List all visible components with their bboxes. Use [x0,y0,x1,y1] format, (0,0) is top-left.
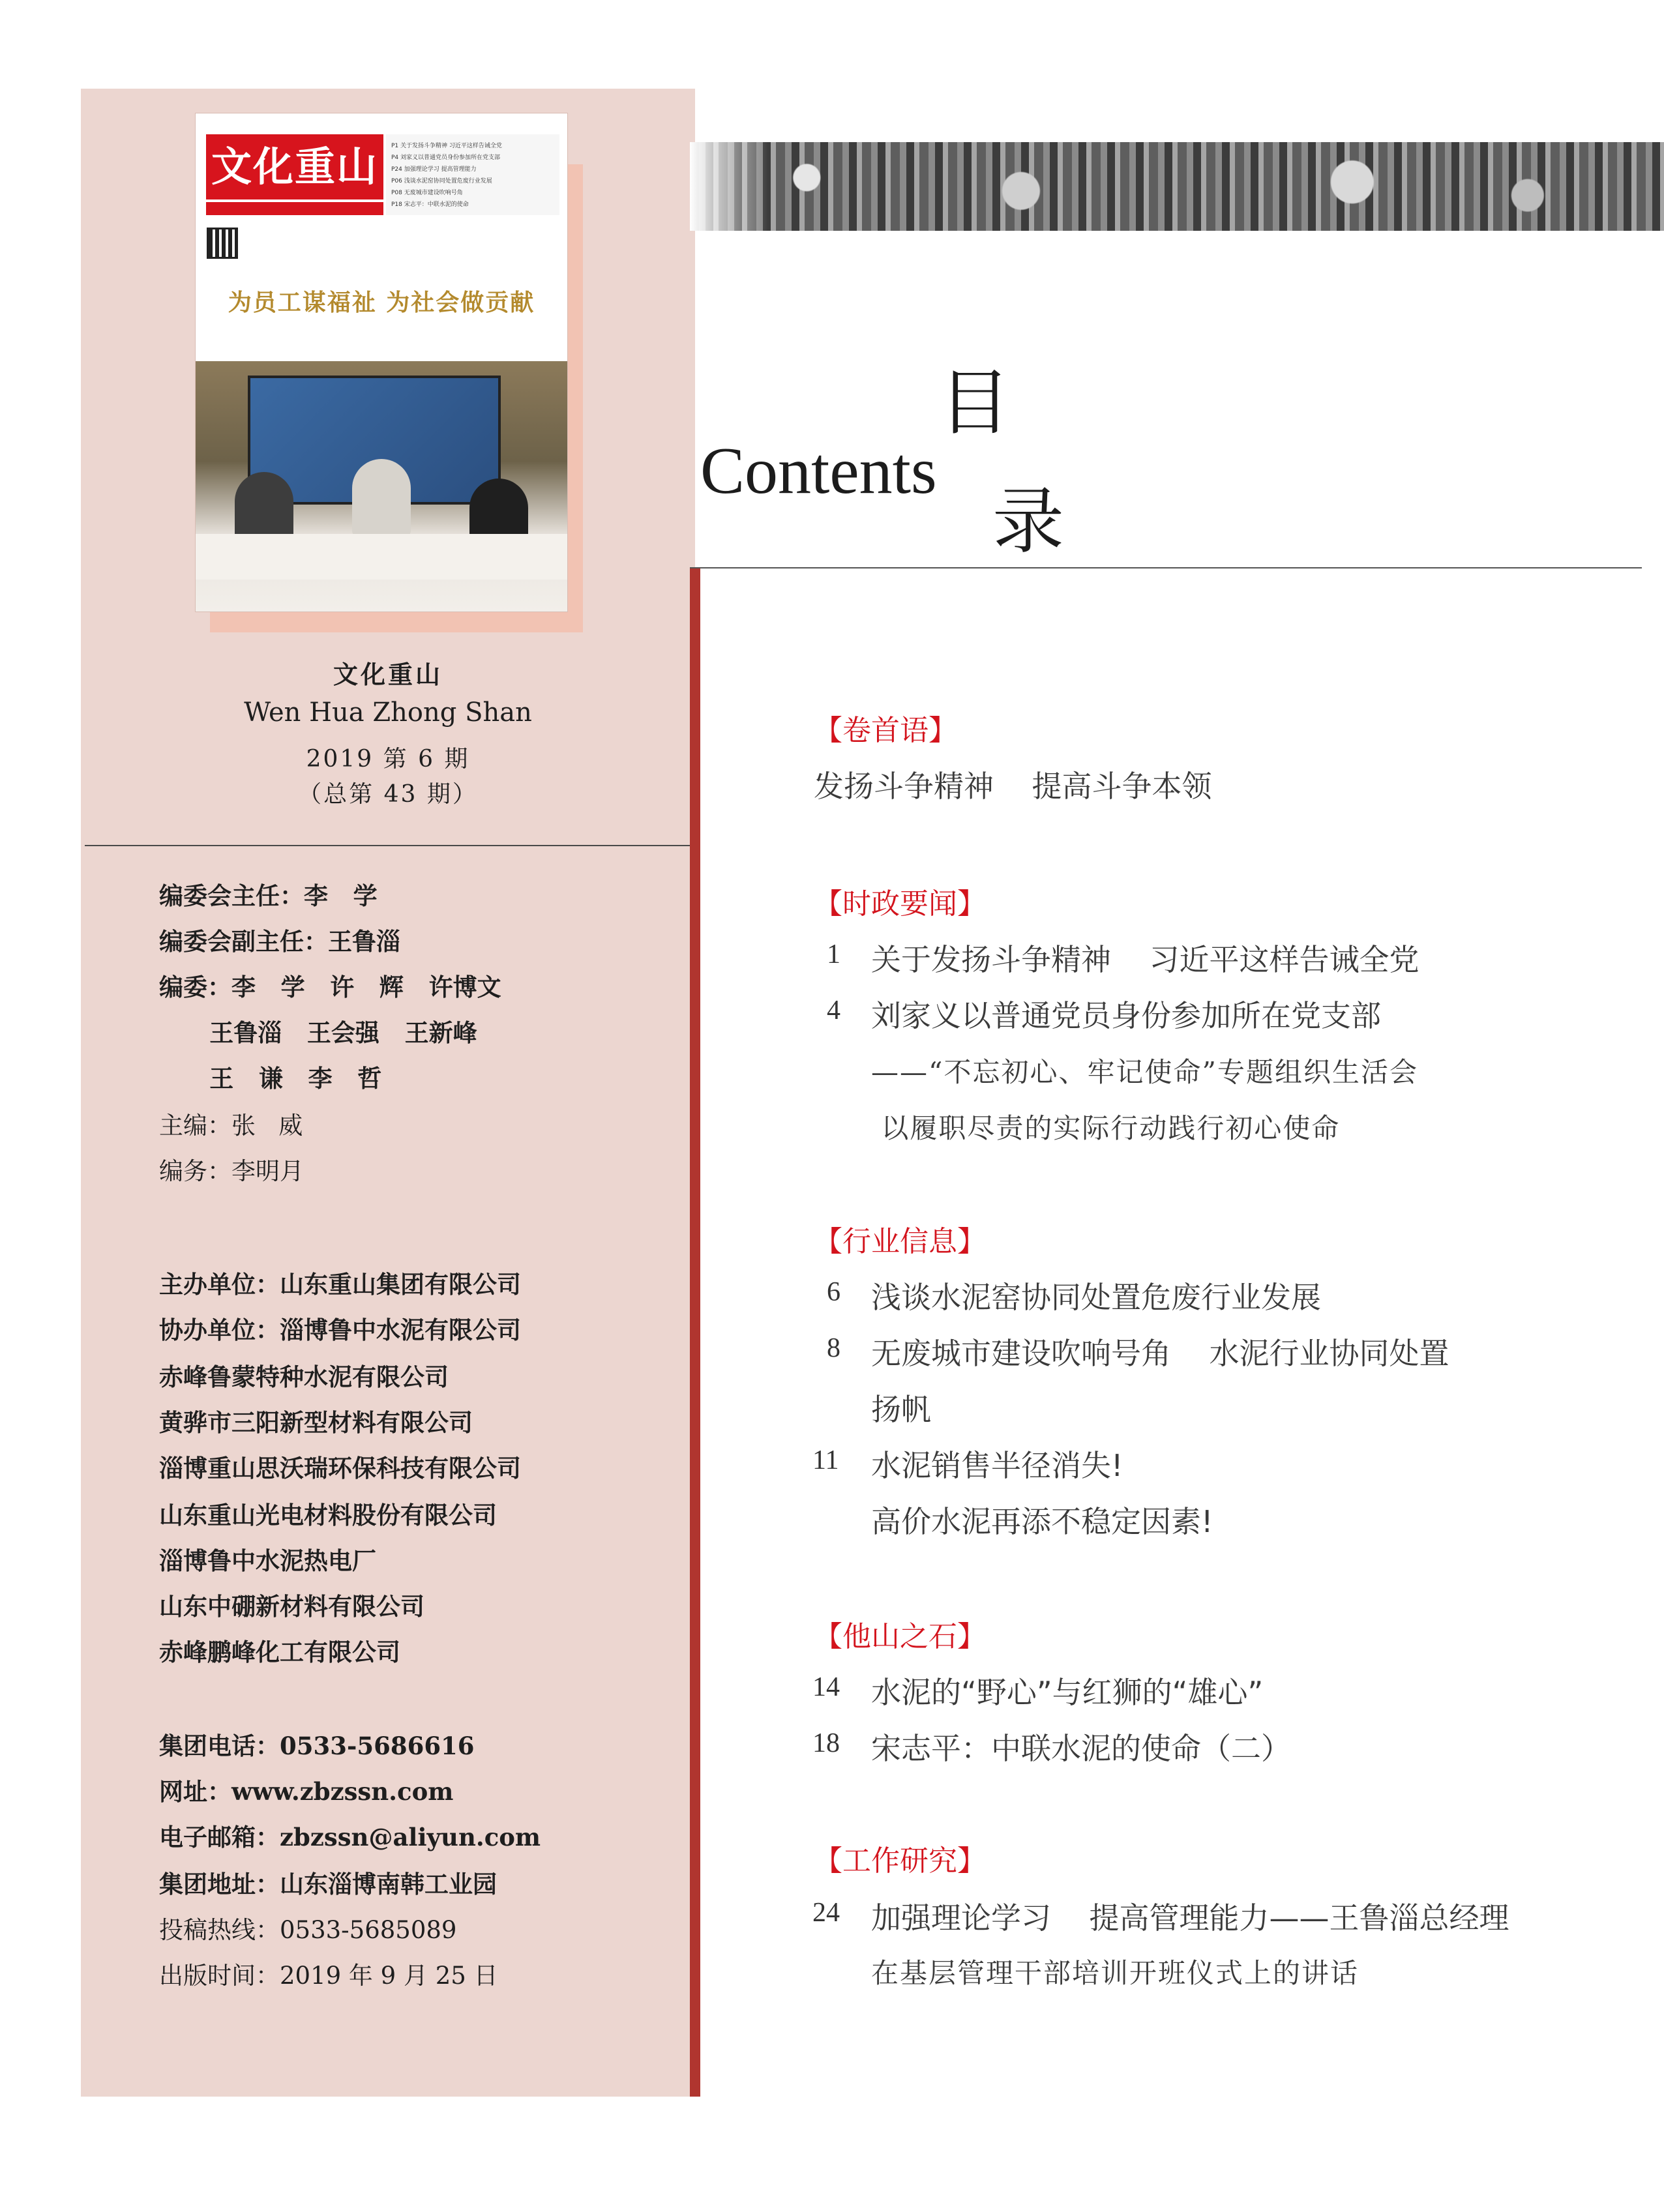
cover-toc [386,134,559,215]
entry-title: 水泥的“野心”与红狮的“雄心” [871,1675,1264,1710]
entry-page-number: 24 [812,1898,840,1928]
cover-logo: 文化重山 [206,134,383,199]
entry-page-number: 18 [812,1728,840,1758]
unit-line: 赤峰鹏峰化工有限公司 [159,1638,400,1666]
unit-line: 山东重山光电材料股份有限公司 [159,1501,497,1529]
entry-page-number: 8 [827,1333,840,1363]
contact-line: 投稿热线：0533-5685089 [159,1916,457,1944]
heading-rule [690,567,1642,568]
section-title: 【他山之石】 [814,1620,986,1653]
cover-toc-line: P18 宋志平：中联水泥的使命 [391,201,469,208]
stone-carving-banner [690,142,1664,231]
cover-toc-line: P24 加强理论学习 提高管理能力 [391,166,477,173]
entry-page-number: 1 [827,939,840,969]
unit-line: 协办单位：淄博鲁中水泥有限公司 [159,1316,521,1344]
section-intro: 发扬斗争精神 提高斗争本领 [814,769,1212,804]
unit-line: 黄骅市三阳新型材料有限公司 [159,1408,473,1437]
staff-line: 王鲁淄 王会强 王新峰 [159,1018,477,1047]
cover-toc-line: P06 浅谈水泥窑协同处置危废行业发展 [391,178,492,184]
contact-line: 电子邮箱：zbzssn@aliyun.com [159,1823,541,1851]
entry-title: 无废城市建设吹响号角 水泥行业协同处置 [871,1336,1449,1371]
entry-page-number: 11 [812,1445,839,1475]
staff-line: 编委会副主任：王鲁淄 [159,927,400,956]
entry-subtitle: ——“不忘初心、牢记使命”专题组织生活会 [871,1056,1418,1088]
left-divider [85,845,691,846]
magazine-issue: 2019 第 6 期 [306,746,470,773]
magazine-title: 文化重山 [333,660,443,689]
heading-lu: 录 [992,480,1064,563]
entry-title: 宋志平：中联水泥的使命（二） [871,1731,1291,1766]
cover-slogan: 为员工谋福祉 为社会做贡献 [228,289,535,316]
section-title: 【卷首语】 [814,714,957,747]
entry-subtitle: 以履职尽责的实际行动践行初心使命 [871,1112,1341,1144]
staff-line: 编务：李明月 [159,1157,304,1185]
magazine-pinyin: Wen Hua Zhong Shan [244,698,532,728]
staff-line: 编委：李 学 许 辉 许博文 [159,973,501,1001]
magazine-cover [196,113,567,612]
entry-title-continued: 高价水泥再添不稳定因素! [871,1504,1213,1539]
staff-line: 主编：张 威 [159,1112,303,1140]
contact-line: 集团电话：0533-5686616 [159,1732,475,1760]
section-title: 【工作研究】 [814,1844,986,1878]
staff-line: 编委会主任：李 学 [159,881,378,910]
section-title: 【时政要闻】 [814,887,986,921]
unit-line: 赤峰鲁蒙特种水泥有限公司 [159,1363,449,1391]
contact-line: 出版时间：2019 年 9 月 25 日 [159,1962,498,1990]
entry-title-continued: 扬帆 [871,1392,931,1427]
staff-line: 王 谦 李 哲 [159,1064,382,1093]
unit-line: 主办单位：山东重山集团有限公司 [159,1270,521,1299]
cover-strip [206,202,383,215]
entry-title: 关于发扬斗争精神 习近平这样告诫全党 [871,942,1419,977]
cover-photo [196,361,567,612]
entry-page-number: 6 [827,1277,840,1307]
qr-code-icon [209,229,236,257]
cover-toc-line: P1 关于发扬斗争精神 习近平这样告诫全党 [391,143,502,149]
cover-toc-line: P08 无废城市建设吹响号角 [391,190,463,196]
cover-photo-table [196,534,567,580]
entry-page-number: 14 [812,1672,840,1702]
unit-line: 淄博重山思沃瑞环保科技有限公司 [159,1454,521,1482]
red-accent-bar [690,568,700,2097]
entry-title: 刘家义以普通党员身份参加所在党支部 [871,998,1381,1033]
entry-title: 加强理论学习 提高管理能力——王鲁淄总经理 [871,1900,1509,1936]
heading-mu: 目 [939,361,1011,445]
banner-fade [690,142,768,231]
contact-line: 网址：www.zbzssn.com [159,1777,454,1806]
contact-line: 集团地址：山东淄博南韩工业园 [159,1870,497,1898]
section-title: 【行业信息】 [814,1225,986,1258]
entry-page-number: 4 [827,995,840,1025]
entry-subtitle: 在基层管理干部培训开班仪式上的讲话 [871,1957,1359,1989]
unit-line: 淄博鲁中水泥热电厂 [159,1546,376,1575]
cover-toc-line: P4 刘家义以普通党员身份参加所在党支部 [391,155,501,161]
entry-title: 水泥销售半径消失! [871,1448,1123,1483]
heading-contents: Contents [700,434,937,508]
entry-title: 浅谈水泥窑协同处置危废行业发展 [871,1280,1321,1315]
magazine-total-issue: （总第 43 期） [298,781,478,808]
unit-line: 山东中硼新材料有限公司 [159,1592,424,1621]
cover-photo-person [352,459,411,537]
